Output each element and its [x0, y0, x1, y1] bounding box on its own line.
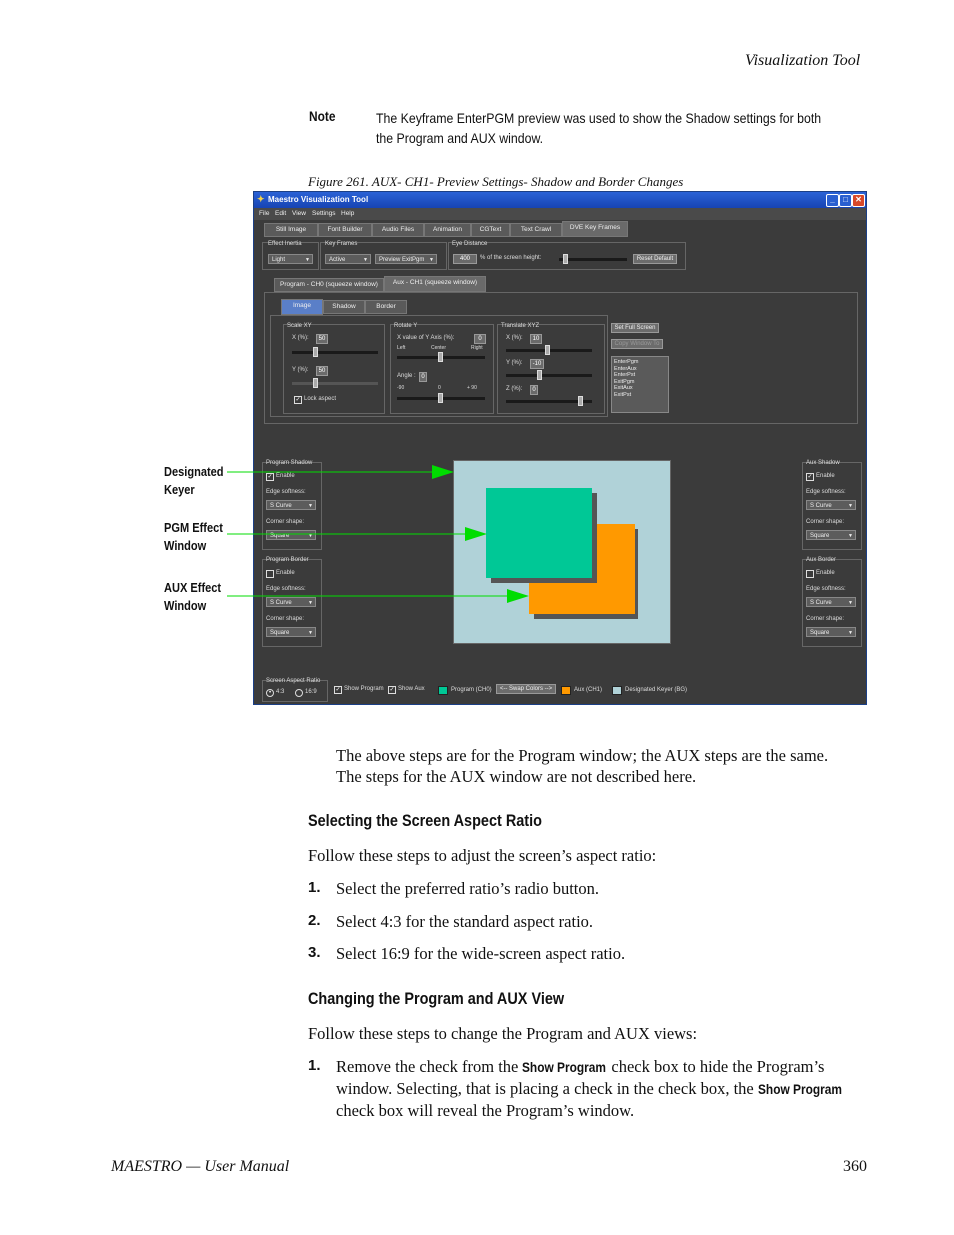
aux-effect-arrow-head — [507, 589, 529, 603]
aspect-169-label: 16:9 — [305, 689, 317, 695]
translate-x-input[interactable]: 10 — [530, 334, 542, 344]
copy-window-button[interactable]: Copy Window To — [611, 339, 663, 349]
subtab-border[interactable]: Border — [365, 300, 407, 314]
app-logo-icon: ✦ — [257, 194, 265, 204]
step-text-part: Remove the check from the — [336, 1057, 523, 1076]
effect-inertia-select[interactable]: Light ▼ — [268, 254, 313, 264]
tab-aux-ch1[interactable]: Aux - CH1 (squeeze window) — [384, 276, 486, 292]
translate-z-input[interactable]: 0 — [530, 385, 538, 395]
aux-border-enable-label: Enable — [816, 570, 835, 576]
eye-distance-label: Eye Distance — [452, 241, 488, 247]
menu-help[interactable]: Help — [341, 210, 355, 217]
list-item[interactable]: EnterPgm — [614, 359, 639, 365]
translate-y-label: Y (%): — [506, 360, 523, 366]
callout-line: PGM Effect — [164, 520, 223, 535]
set-full-screen-button[interactable]: Set Full Screen — [611, 323, 659, 333]
step-text-part: check box to hide the Program’s window. Selecting, that is placing a check in the check box, the — [336, 1057, 825, 1098]
running-header: Visualization Tool — [745, 52, 861, 69]
step-text: Select 4:3 for the standard aspect ratio. — [336, 912, 594, 931]
lock-aspect-checkbox[interactable]: ✓ — [295, 397, 301, 403]
angle-input[interactable]: 0 — [419, 372, 427, 382]
window-title: Maestro Visualization Tool — [268, 195, 369, 204]
effect-inertia-label: Effect Inertia — [268, 241, 302, 247]
subtab-shadow[interactable]: Shadow — [323, 300, 365, 314]
figure-caption: Figure 261. AUX- CH1- Preview Settings- Shadow and Border Changes — [308, 174, 684, 189]
menu-file[interactable]: File — [259, 210, 270, 217]
aux-border-edge-select[interactable]: S Curve ▼ — [806, 597, 856, 607]
callout-line: Window — [164, 538, 207, 553]
list-item[interactable]: ExitPgm — [614, 378, 635, 385]
aux-border-edge-label: Edge softness: — [806, 586, 846, 592]
program-border-edge-label: Edge softness: — [266, 586, 306, 592]
menu-edit[interactable]: Edit — [275, 210, 287, 217]
aux-shadow-enable-checkbox[interactable]: ✓ — [807, 474, 813, 480]
program-border-edge-select[interactable]: S Curve ▼ — [266, 597, 316, 607]
list-item[interactable]: EnterPst — [614, 372, 636, 379]
step-text — [336, 1056, 872, 1121]
keyer-legend-label: Designated Keyer (BG) — [625, 687, 688, 693]
key-frames-select[interactable]: Active ▼ — [325, 254, 371, 264]
program-border-corner-select[interactable]: Square ▼ — [266, 627, 316, 637]
section2-lead: Follow these steps to change the Program and AUX views: — [308, 1024, 698, 1043]
list-item[interactable]: ExitAux — [614, 385, 633, 392]
rotate-xval-label: X value of Y Axis (%): — [397, 335, 455, 341]
rotate-xval-input[interactable]: 0 — [474, 334, 486, 344]
menu-settings[interactable]: Settings — [312, 210, 336, 217]
aux-shadow-corner-select[interactable]: Square ▼ — [806, 530, 856, 540]
rotate-y-label: Rotate Y — [394, 323, 418, 329]
section-heading-aspect-ratio: Selecting the Screen Aspect Ratio — [308, 811, 542, 830]
section1-lead: Follow these steps to adjust the screen’s aspect ratio: — [308, 846, 657, 865]
angle-label: Angle : — [397, 373, 416, 379]
program-shadow-edge-label: Edge softness: — [266, 489, 306, 495]
angle-max-label: + 90 — [467, 385, 477, 391]
show-program-checkbox[interactable]: ✓ — [335, 687, 341, 693]
tab-cgtext[interactable]: CGText — [471, 223, 510, 237]
callout-line: AUX Effect — [164, 580, 222, 595]
rotate-right-label: Right — [471, 345, 483, 351]
rotate-left-label: Left — [397, 345, 406, 351]
step-text: Select 16:9 for the wide-screen aspect ratio. — [336, 944, 626, 963]
show-aux-checkbox[interactable]: ✓ — [389, 687, 395, 693]
translate-label: Translate XYZ — [501, 323, 540, 329]
program-shadow-label: Program Shadow — [266, 460, 313, 466]
scale-x-label: X (%): — [292, 335, 309, 341]
program-border-label: Program Border — [266, 557, 309, 563]
aux-shadow-corner-label: Corner shape: — [806, 519, 845, 525]
program-shadow-edge-select[interactable]: S Curve ▼ — [266, 500, 316, 510]
aspect-43-label: 4:3 — [276, 689, 285, 695]
program-shadow-corner-label: Corner shape: — [266, 519, 305, 525]
program-border-enable-label: Enable — [276, 570, 295, 576]
close-icon[interactable]: ✕ — [852, 194, 865, 207]
tab-font-builder[interactable]: Font Builder — [318, 223, 372, 237]
scale-y-label: Y (%): — [292, 367, 309, 373]
rotate-center-label: Center — [431, 345, 447, 351]
lock-aspect-label: Lock aspect — [304, 396, 337, 402]
preview-keyframe-select[interactable]: Preview ExitPgm ▼ — [375, 254, 437, 264]
show-program-keyword: Show Program — [522, 1059, 607, 1075]
aux-border-corner-label: Corner shape: — [806, 616, 845, 622]
step-number: 2. — [308, 912, 321, 929]
step-number: 3. — [308, 944, 321, 961]
translate-z-label: Z (%): — [506, 386, 523, 392]
aux-shadow-enable-label: Enable — [816, 473, 835, 479]
intro-paragraph: The above steps are for the Program window; the AUX steps are the same. The steps for the AUX window are not described here. — [336, 746, 829, 786]
program-shadow-enable-checkbox[interactable]: ✓ — [267, 474, 273, 480]
angle-zero-label: 0 — [438, 385, 441, 391]
program-legend-label: Program (CH0) — [451, 687, 492, 693]
note-text: The Keyframe EnterPGM preview was used to show the Shadow settings for both the Program and AUX window. — [376, 110, 822, 146]
reset-default-button[interactable]: Reset Default — [633, 254, 677, 264]
scale-x-input[interactable]: 50 — [316, 334, 328, 344]
step-number: 1. — [308, 1057, 321, 1074]
show-aux-label: Show Aux — [398, 686, 425, 692]
step-number: 1. — [308, 879, 321, 896]
tab-animation[interactable]: Animation — [424, 223, 471, 237]
scale-xy-label: Scale XY — [287, 323, 312, 329]
menu-view[interactable]: View — [292, 210, 306, 217]
aux-legend-label: Aux (CH1) — [574, 687, 603, 693]
aux-shadow-label: Aux Shadow — [806, 460, 840, 466]
list-item[interactable]: ExitPst — [614, 391, 632, 398]
aspect-43-radio[interactable]: • — [266, 689, 274, 697]
designated-keyer-arrow-head — [432, 465, 454, 479]
footer-page-number: 360 — [843, 1158, 867, 1175]
note-label: Note — [309, 108, 336, 124]
maximize-icon[interactable]: □ — [839, 194, 852, 207]
list-item[interactable]: EnterAux — [614, 365, 637, 372]
tab-audio-files[interactable]: Audio Files — [372, 223, 424, 237]
show-program-keyword: Show Program — [757, 1081, 842, 1097]
translate-x-label: X (%): — [506, 335, 523, 341]
callout-line: Designated — [164, 464, 224, 479]
minimize-icon[interactable]: _ — [826, 194, 839, 207]
swap-colors-button[interactable]: <-- Swap Colors --> — [496, 684, 556, 694]
eye-distance-input[interactable]: 400 — [453, 254, 477, 264]
translate-y-input[interactable]: -10 — [530, 359, 544, 369]
step-text-part: check box will reveal the Program’s window. — [336, 1101, 635, 1120]
tab-text-crawl[interactable]: Text Crawl — [510, 223, 562, 237]
tab-program-ch0[interactable]: Program - CH0 (squeeze window) — [274, 278, 384, 292]
pgm-effect-arrow-head — [465, 527, 487, 541]
aspect-ratio-label: Screen Aspect Ratio — [266, 678, 321, 684]
program-border-corner-label: Corner shape: — [266, 616, 305, 622]
callout-line: Keyer — [164, 482, 195, 497]
tab-dve-key-frames[interactable]: DVE Key Frames — [562, 221, 628, 237]
tab-still-image[interactable]: Still Image — [264, 223, 318, 237]
aux-border-label: Aux Border — [806, 557, 837, 563]
program-shadow-enable-label: Enable — [276, 473, 295, 479]
footer-manual-title: MAESTRO — User Manual — [111, 1158, 290, 1175]
show-program-label: Show Program — [344, 686, 384, 692]
aux-border-corner-select[interactable]: Square ▼ — [806, 627, 856, 637]
scale-y-input[interactable]: 50 — [316, 366, 328, 376]
subtab-image[interactable]: Image — [281, 299, 323, 315]
program-shadow-corner-select[interactable]: Square ▼ — [266, 530, 316, 540]
angle-min-label: -90 — [397, 385, 405, 391]
aux-shadow-edge-label: Edge softness: — [806, 489, 846, 495]
step-text: Select the preferred ratio’s radio button. — [336, 879, 599, 898]
callout-line: Window — [164, 598, 207, 613]
eye-distance-suffix: % of the screen height: — [480, 255, 542, 261]
aux-shadow-edge-select[interactable]: S Curve ▼ — [806, 500, 856, 510]
key-frames-label: Key Frames — [325, 241, 358, 247]
section-heading-program-aux-view: Changing the Program and AUX View — [308, 989, 565, 1008]
